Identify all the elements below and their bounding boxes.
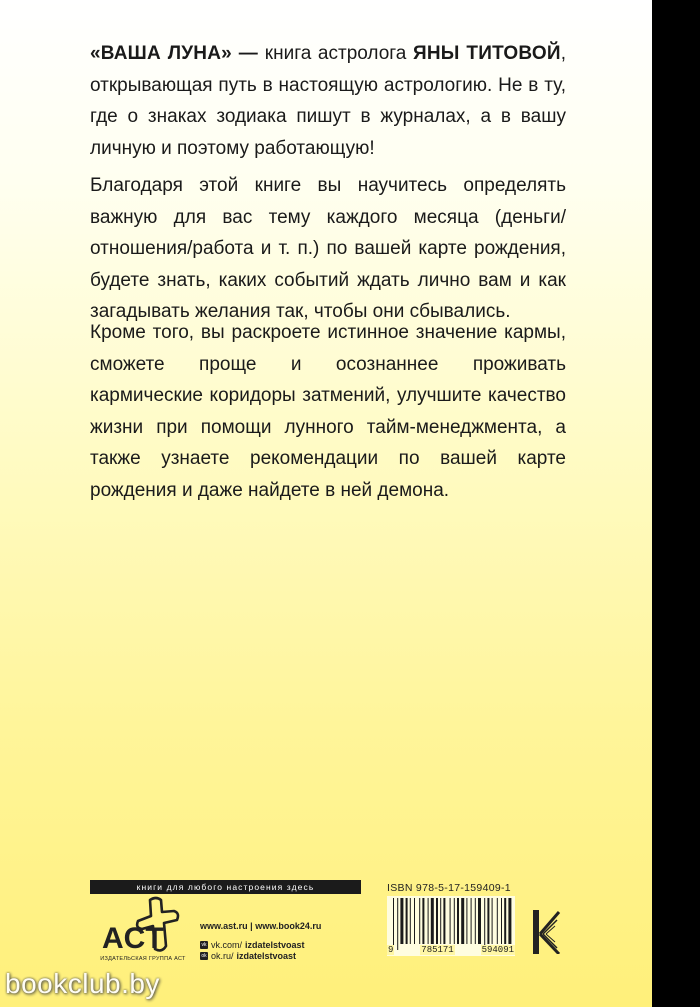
karma-paragraph: Кроме того, вы раскроете истинное значение кармы, сможете проще и осознаннее проживать кармические коридоры затмений, улучшите качество жизни при помощи лунного тайм-менеджмента, а также узнаете рекомендации по вашей карте рождения и даже найдете в ней демона. bbox=[90, 322, 566, 501]
intro-paragraph bbox=[90, 38, 566, 164]
vk-link[interactable] bbox=[200, 940, 305, 950]
vk-icon: vk bbox=[201, 942, 207, 948]
barcode-digit-right: 594091 bbox=[481, 945, 514, 955]
book-title: «ВАША ЛУНА» bbox=[90, 43, 232, 64]
barcode-digit-left: 785171 bbox=[421, 945, 454, 955]
logo-text: ACT bbox=[102, 922, 164, 955]
intro-text-a: книга астролога bbox=[264, 43, 413, 64]
watermark: bookclub.by bbox=[5, 968, 160, 999]
odnoklassniki-icon: ok bbox=[201, 953, 207, 959]
title-dash: — bbox=[231, 43, 265, 64]
intro-text-b: , открывающая путь в настоящую астрологию. Не в ту, где о знаках зодиака пишут в журналах, а в вашу личную и поэтому работающую! bbox=[90, 43, 566, 159]
vk-handle: izdatelstvoast bbox=[245, 940, 305, 950]
publisher-caption: ИЗДАТЕЛЬСКАЯ ГРУППА АСТ bbox=[100, 956, 186, 962]
publisher-websites[interactable]: www.ast.ru | www.book24.ru bbox=[200, 921, 322, 931]
barcode-digits bbox=[387, 945, 515, 955]
vk-prefix: vk.com/ bbox=[211, 940, 243, 950]
ok-prefix: ok.ru/ bbox=[211, 951, 234, 961]
publisher-logo bbox=[88, 896, 198, 966]
ok-link[interactable] bbox=[200, 951, 296, 961]
ok-handle: izdatelstvoast bbox=[236, 951, 297, 961]
ast-logo-icon bbox=[96, 896, 190, 956]
benefits-paragraph: Благодаря этой книге вы научитесь определять важную для вас тему каждого месяца (деньги/отношения/работа и т. п.) по вашей карте рождения, будете знать, каких событий ждать лично вам и как загадывать желания так, чтобы они сбывались. bbox=[90, 175, 566, 322]
barcode-digit-first: 9 bbox=[388, 945, 394, 955]
publisher-tagline: книги для любого настроения здесь bbox=[90, 880, 361, 894]
isbn-label: ISBN 978-5-17-159409-1 bbox=[387, 882, 511, 894]
author-name: ЯНЫ ТИТОВОЙ bbox=[413, 43, 561, 64]
k-imprint-logo bbox=[531, 910, 561, 954]
